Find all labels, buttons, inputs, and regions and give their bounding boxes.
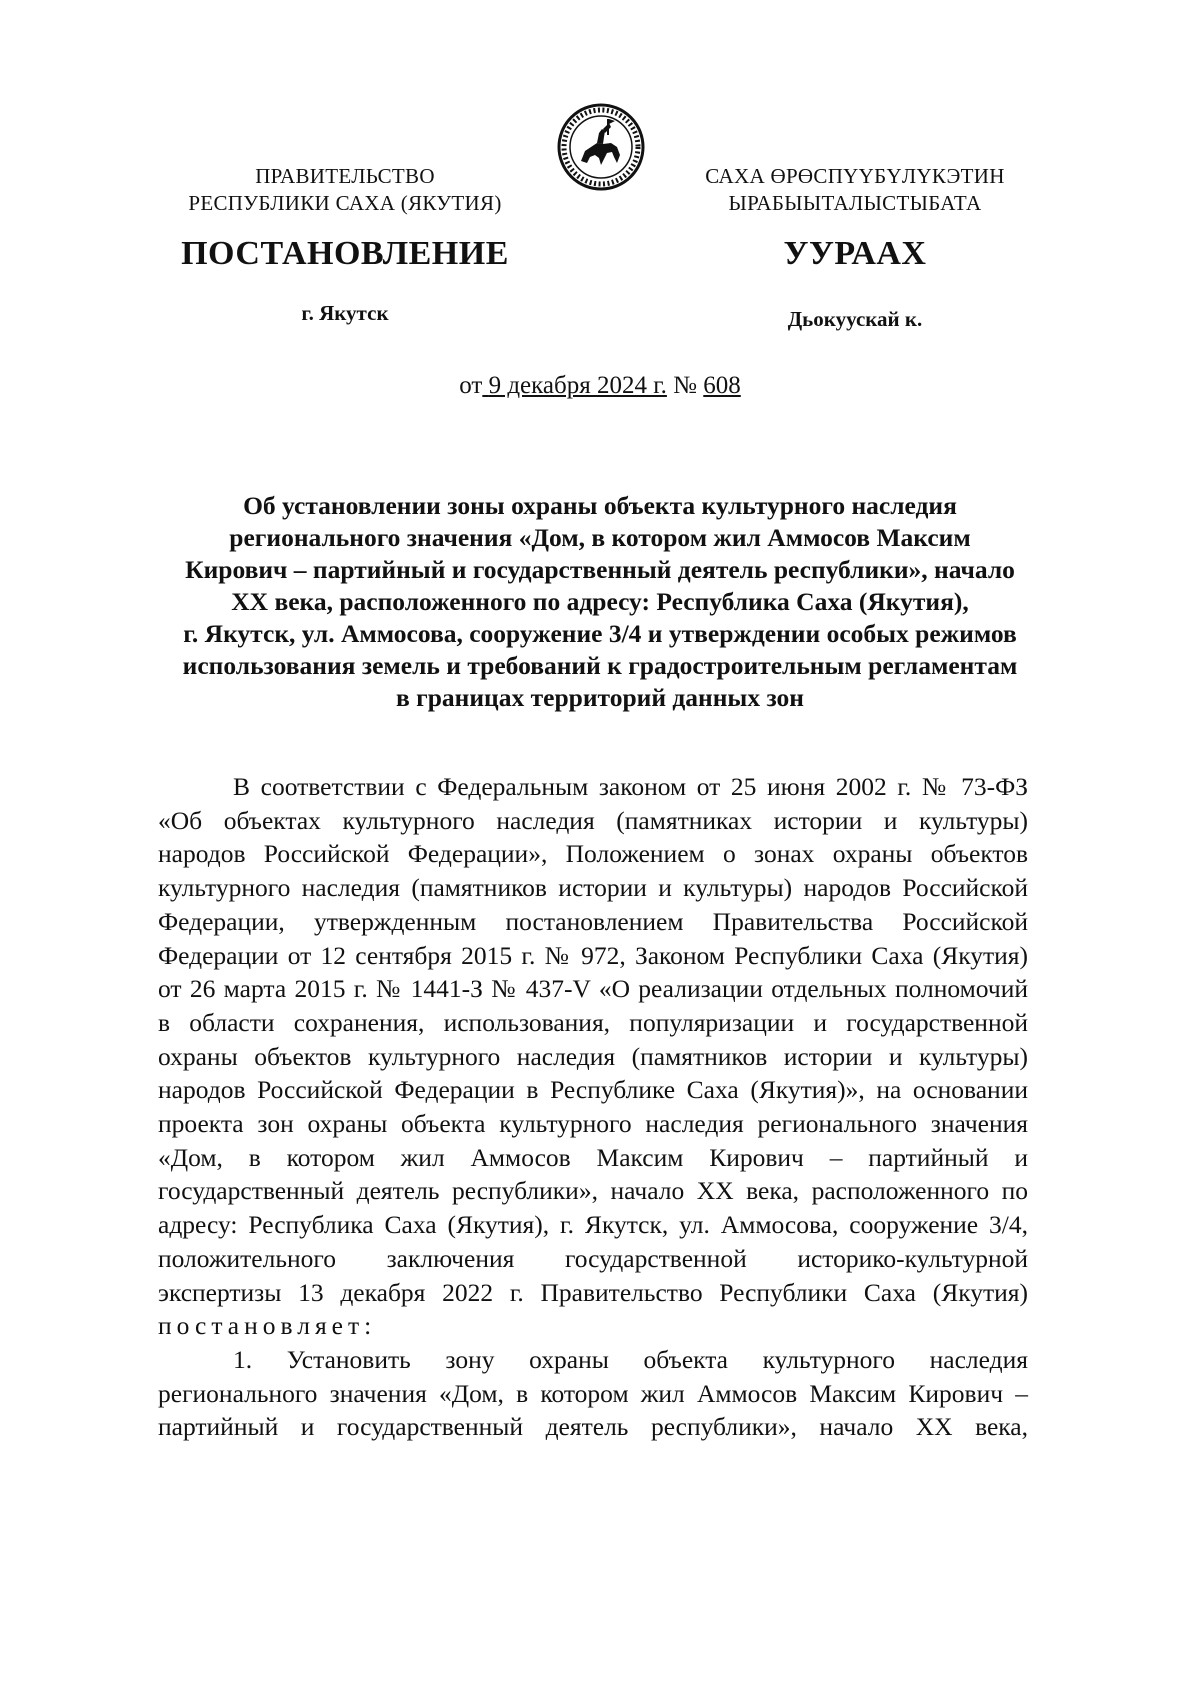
issuer-ru-line-2: РЕСПУБЛИКИ САХА (ЯКУТИЯ) <box>188 191 502 215</box>
title-line: регионального значения «Дом, в котором жил Аммосов Максим <box>229 523 971 552</box>
body-line: В соответствии с Федеральным законом от 25 июня 2002 г. № 73-ФЗ <box>233 772 1028 801</box>
body-line: охраны объектов культурного наследия (памятников истории и культуры) <box>158 1041 1028 1071</box>
body-line: народов Российской Федерации в Республике Саха (Якутия)», на основании <box>158 1075 1028 1105</box>
doc-type-ru: ПОСТАНОВЛЕНИЕ <box>181 235 509 272</box>
body-line: от 26 марта 2015 г. № 1441-З № 437-V «О реализации отдельных полномочий <box>158 974 1028 1004</box>
city-ru: г. Якутск <box>301 301 389 325</box>
title-line: в границах территорий данных зон <box>396 683 804 712</box>
body-line: положительного заключения государственной историко-культурной <box>158 1243 1028 1273</box>
body-line: народов Российской Федерации», Положением о зонах охраны объектов <box>158 839 1028 869</box>
title-line: Об установлении зоны охраны объекта культурного наследия <box>243 491 957 520</box>
body-line: «Дом, в котором жил Аммосов Максим Кирович – партийный и <box>158 1142 1028 1172</box>
date-number-line <box>300 372 900 400</box>
body-line: экспертизы 13 декабря 2022 г. Правительство Республики Саха (Якутия) <box>158 1277 1028 1307</box>
coat-of-arms-emblem <box>557 103 645 191</box>
issuer-ru <box>170 163 520 217</box>
title-line: использования земель и требований к градостроительным регламентам <box>182 651 1018 680</box>
body-line: Федерации от 12 сентября 2015 г. № 972, Законом Республики Саха (Якутия) <box>158 940 1028 970</box>
number-value: 608 <box>703 372 741 399</box>
city-sah: Дьокуускай к. <box>787 307 923 331</box>
body-line: Федерации, утвержденным постановлением Правительства Российской <box>158 906 1028 936</box>
body-line: культурного наследия (памятников истории и культуры) народов Российской <box>158 873 1028 903</box>
issuer-sah-line-1: САХА ӨРӨСПҮҮБҮЛҮКЭТИН <box>705 164 1005 188</box>
body-line: «Об объектах культурного наследия (памятниках истории и культуры) <box>158 805 1028 835</box>
issuer-ru-line-1: ПРАВИТЕЛЬСТВО <box>255 164 435 188</box>
document-title <box>150 490 1050 714</box>
item-1-line: партийный и государственный деятель республики», начало XX века, <box>158 1412 1028 1442</box>
number-prefix: № <box>673 372 698 399</box>
body-line: государственный деятель республики», начало XX века, расположенного по <box>158 1176 1028 1206</box>
doc-type-sah: УУРААХ <box>783 235 927 272</box>
title-line: XX века, расположенного по адресу: Республика Саха (Якутия), <box>231 587 969 616</box>
title-line: Кирович – партийный и государственный деятель республики», начало <box>185 555 1015 584</box>
date-value: 9 декабря 2024 г. <box>488 372 667 399</box>
date-prefix: от <box>459 372 483 399</box>
body-line: в области сохранения, использования, популяризации и государственной <box>158 1007 1028 1037</box>
item-1-line: 1. Установить зону охраны объекта культурного наследия <box>233 1344 1028 1374</box>
preamble-paragraph <box>158 770 1028 1444</box>
resolves-word: постановляет: <box>158 1311 377 1341</box>
item-1-line: регионального значения «Дом, в котором жил Аммосов Максим Кирович – <box>158 1378 1028 1408</box>
title-line: г. Якутск, ул. Аммосова, сооружение 3/4 и утверждении особых режимов <box>183 619 1017 648</box>
issuer-sah <box>690 163 1020 217</box>
body-line: проекта зон охраны объекта культурного наследия регионального значения <box>158 1109 1028 1139</box>
body-line: адресу: Республика Саха (Якутия), г. Якутск, ул. Аммосова, сооружение 3/4, <box>158 1210 1028 1240</box>
issuer-sah-line-2: ЫРАБЫЫТАЛЫСТЫБАТА <box>728 191 982 215</box>
